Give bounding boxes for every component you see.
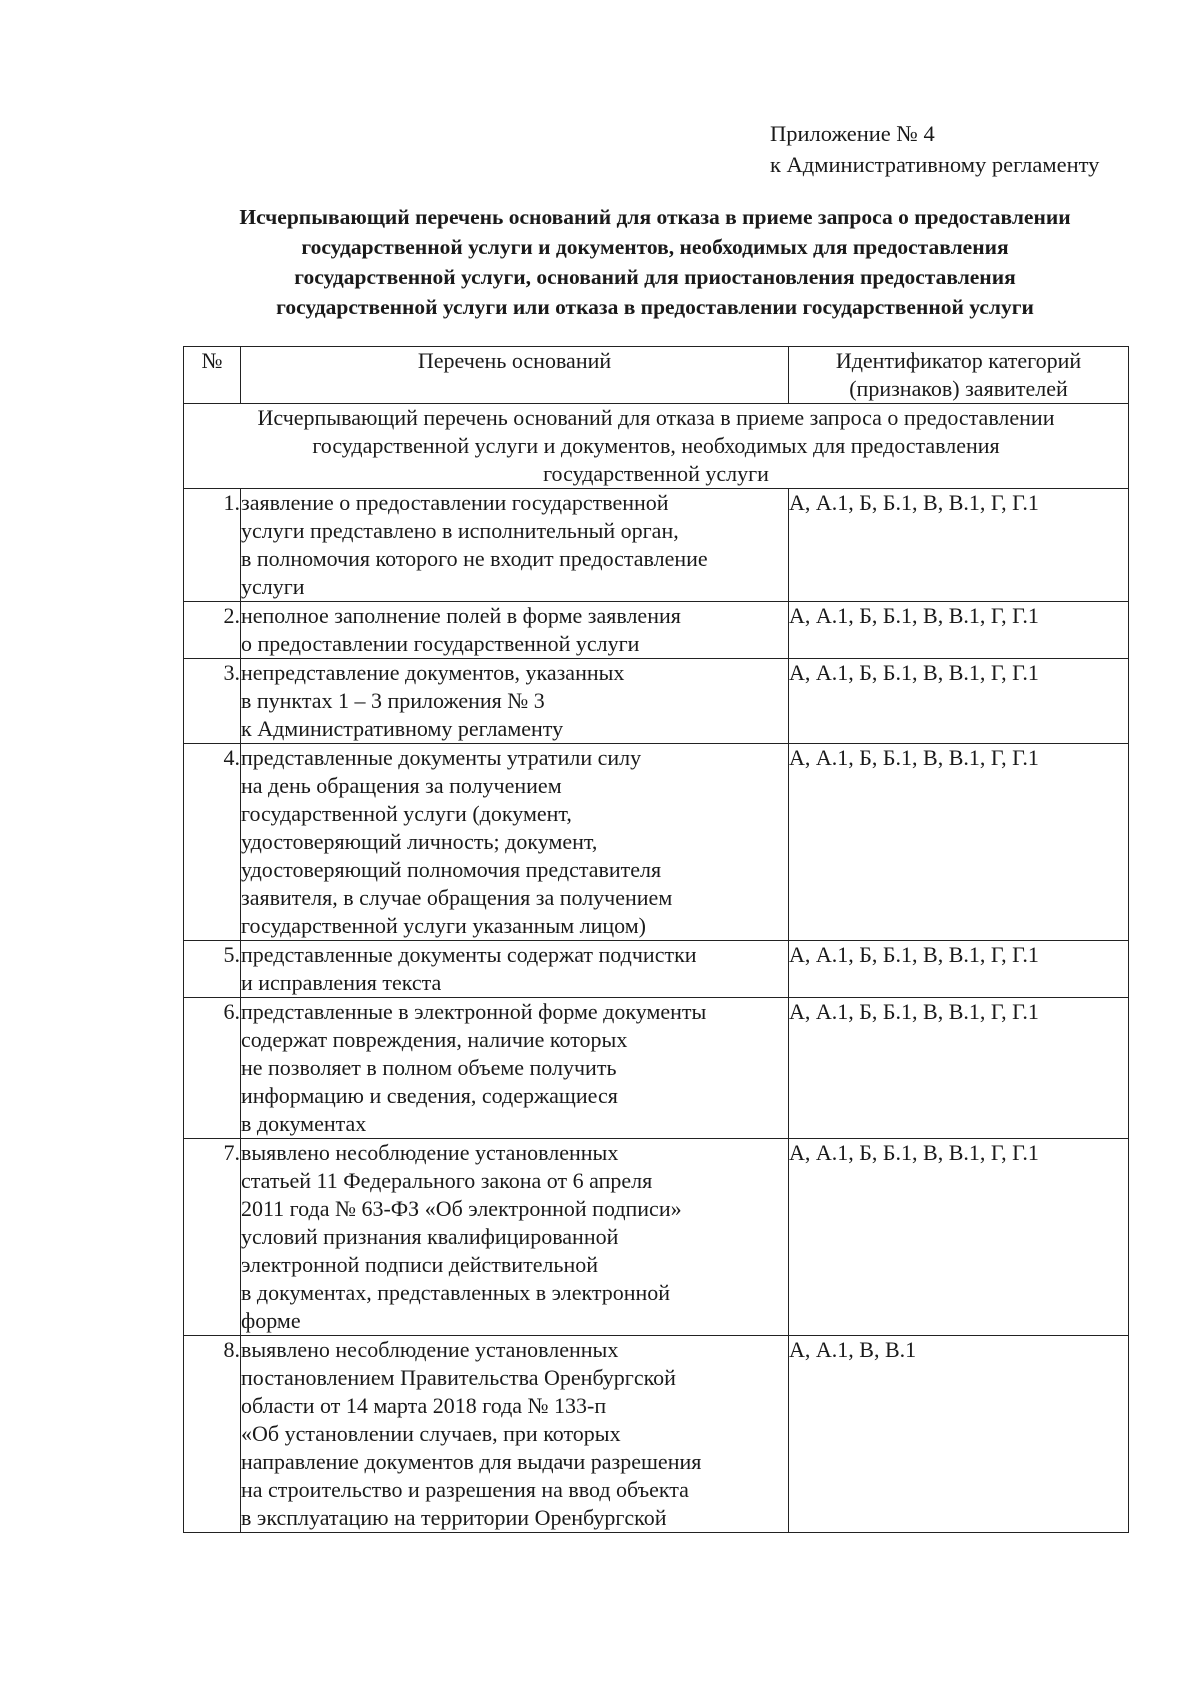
row-number: 4. (184, 744, 241, 941)
row-ground-text (241, 1139, 789, 1336)
row-ground-text (241, 659, 789, 744)
row-number: 7. (184, 1139, 241, 1336)
header-number: № (184, 347, 241, 404)
grounds-table (183, 346, 1129, 1533)
ground-text-line: заявителя, в случае обращения за получением (241, 885, 673, 910)
row-applicant-categories: А, А.1, Б, Б.1, В, В.1, Г, Г.1 (789, 744, 1129, 941)
row-ground-text (241, 941, 789, 998)
ground-text-line: форме (241, 1308, 301, 1333)
table-row (184, 1336, 1129, 1533)
row-applicant-categories: А, А.1, Б, Б.1, В, В.1, Г, Г.1 (789, 941, 1129, 998)
ground-text-line: государственной услуги (документ, (241, 801, 572, 826)
ground-text-line: в эксплуатацию на территории Оренбургской (241, 1505, 667, 1530)
ground-text-line: о предоставлении государственной услуги (241, 631, 640, 656)
ground-text-line: в документах, представленных в электронной (241, 1280, 671, 1305)
ground-text-line: информацию и сведения, содержащиеся (241, 1083, 618, 1108)
section-title-line: Исчерпывающий перечень оснований для отказа в приеме запроса о предоставлении (257, 405, 1055, 430)
header-id-line: Идентификатор категорий (835, 348, 1082, 373)
ground-text-line: содержат повреждения, наличие которых (241, 1027, 628, 1052)
row-applicant-categories: А, А.1, Б, Б.1, В, В.1, Г, Г.1 (789, 602, 1129, 659)
ground-text-line: к Административному регламенту (241, 716, 564, 741)
table-header-row (184, 347, 1129, 404)
row-ground-text (241, 1336, 789, 1533)
ground-text-line: «Об установлении случаев, при которых (241, 1421, 621, 1446)
table-row (184, 489, 1129, 602)
title-line: Исчерпывающий перечень оснований для отказа в приеме запроса о предоставлении (239, 205, 1071, 229)
header-id-line: (признаков) заявителей (849, 376, 1068, 401)
ground-text-line: условий признания квалифицированной (241, 1224, 619, 1249)
ground-text-line: на строительство и разрешения на ввод объекта (241, 1477, 689, 1502)
table-row (184, 998, 1129, 1139)
header-applicant-categories (789, 347, 1129, 404)
appendix-regulation: к Административному регламенту (770, 152, 1100, 177)
row-ground-text (241, 489, 789, 602)
section-header-row (184, 404, 1129, 489)
row-number: 6. (184, 998, 241, 1139)
ground-text-line: в пунктах 1 – 3 приложения № 3 (241, 688, 545, 713)
table-row (184, 1139, 1129, 1336)
ground-text-line: удостоверяющий полномочия представителя (241, 857, 662, 882)
row-applicant-categories: А, А.1, В, В.1 (789, 1336, 1129, 1533)
row-ground-text (241, 998, 789, 1139)
table-row (184, 744, 1129, 941)
table-row (184, 659, 1129, 744)
ground-text-line: статьей 11 Федерального закона от 6 апреля (241, 1168, 653, 1193)
row-ground-text (241, 744, 789, 941)
appendix-reference (770, 118, 1099, 180)
row-number: 5. (184, 941, 241, 998)
row-applicant-categories: А, А.1, Б, Б.1, В, В.1, Г, Г.1 (789, 659, 1129, 744)
ground-text-line: направление документов для выдачи разрешения (241, 1449, 702, 1474)
row-applicant-categories: А, А.1, Б, Б.1, В, В.1, Г, Г.1 (789, 1139, 1129, 1336)
ground-text-line: заявление о предоставлении государственной (241, 490, 669, 515)
ground-text-line: неполное заполнение полей в форме заявления (241, 603, 681, 628)
row-applicant-categories: А, А.1, Б, Б.1, В, В.1, Г, Г.1 (789, 489, 1129, 602)
appendix-number: Приложение № 4 (770, 121, 935, 146)
ground-text-line: выявлено несоблюдение установленных (241, 1337, 619, 1362)
ground-text-line: услуги (241, 574, 305, 599)
row-applicant-categories: А, А.1, Б, Б.1, В, В.1, Г, Г.1 (789, 998, 1129, 1139)
ground-text-line: услуги представлено в исполнительный орган, (241, 518, 679, 543)
ground-text-line: представленные документы содержат подчистки (241, 942, 697, 967)
ground-text-line: области от 14 марта 2018 года № 133-п (241, 1393, 607, 1418)
section-title-line: государственной услуги (543, 461, 769, 486)
row-number: 8. (184, 1336, 241, 1533)
ground-text-line: в полномочия которого не входит предоставление (241, 546, 708, 571)
ground-text-line: государственной услуги указанным лицом) (241, 913, 647, 938)
section-title-line: государственной услуги и документов, необходимых для предоставления (312, 433, 1000, 458)
ground-text-line: непредставление документов, указанных (241, 660, 625, 685)
title-line: государственной услуги или отказа в предоставлении государственной услуги (276, 295, 1034, 319)
row-number: 3. (184, 659, 241, 744)
table-row (184, 602, 1129, 659)
ground-text-line: электронной подписи действительной (241, 1252, 599, 1277)
ground-text-line: выявлено несоблюдение установленных (241, 1140, 619, 1165)
ground-text-line: и исправления текста (241, 970, 442, 995)
section-title (184, 404, 1129, 489)
ground-text-line: не позволяет в полном объеме получить (241, 1055, 617, 1080)
ground-text-line: представленные в электронной форме документы (241, 999, 707, 1024)
title-line: государственной услуги, оснований для приостановления предоставления (294, 265, 1016, 289)
row-number: 1. (184, 489, 241, 602)
document-title (175, 202, 1135, 322)
title-line: государственной услуги и документов, необходимых для предоставления (301, 235, 1009, 259)
ground-text-line: в документах (241, 1111, 367, 1136)
ground-text-line: 2011 года № 63-ФЗ «Об электронной подписи» (241, 1196, 682, 1221)
ground-text-line: постановлением Правительства Оренбургской (241, 1365, 676, 1390)
ground-text-line: представленные документы утратили силу (241, 745, 642, 770)
table-row (184, 941, 1129, 998)
ground-text-line: на день обращения за получением (241, 773, 562, 798)
header-grounds: Перечень оснований (241, 347, 789, 404)
row-number: 2. (184, 602, 241, 659)
row-ground-text (241, 602, 789, 659)
ground-text-line: удостоверяющий личность; документ, (241, 829, 598, 854)
